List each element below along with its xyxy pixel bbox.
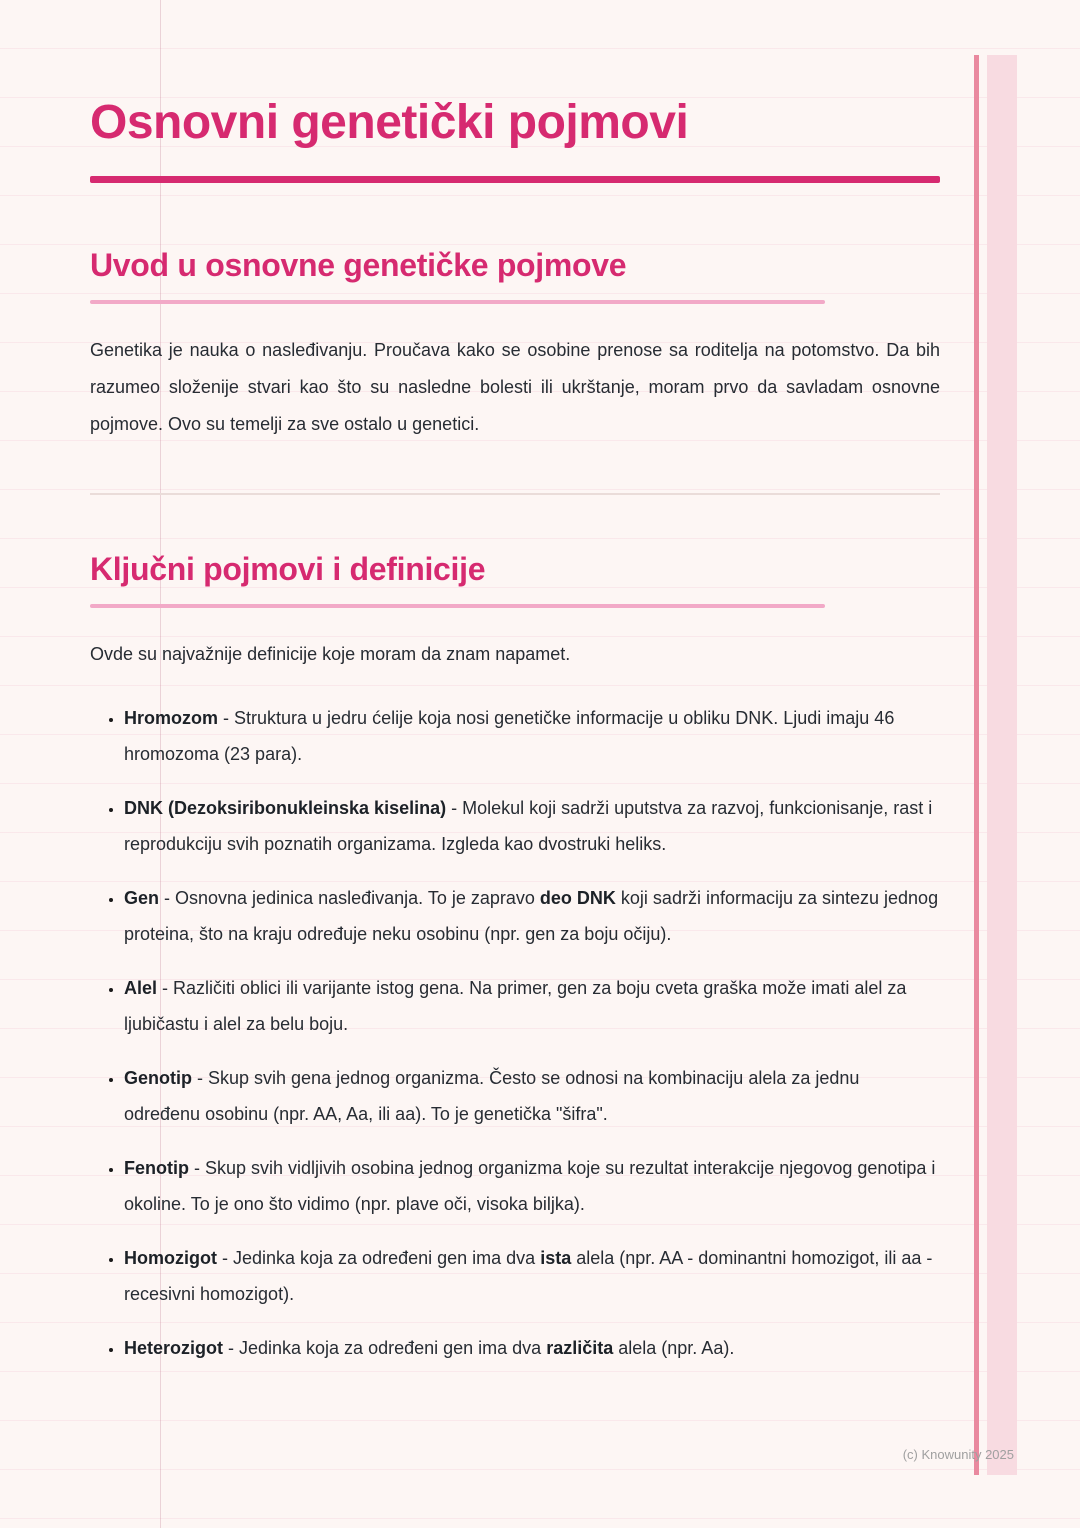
list-item <box>124 970 940 1042</box>
term-definition: - Osnovna jedinica nasleđivanja. To je zapravo <box>159 888 540 908</box>
term-name: Gen <box>124 888 160 908</box>
term-definition: - Skup svih gena jednog organizma. Često se odnosi na kombinaciju alela za jednu određenu osobinu (npr. AA, Aa, ili aa). To je genetička "šifra". <box>124 1068 860 1124</box>
list-item <box>124 1330 940 1366</box>
term-name: Heterozigot <box>124 1338 223 1358</box>
list-item <box>124 1150 940 1222</box>
section-intro <box>90 247 940 443</box>
term-name: Alel <box>124 978 158 998</box>
footer-credit: (c) Knowunity 2025 <box>902 1447 1014 1462</box>
intro-paragraph: Genetika je nauka o nasleđivanju. Proučava kako se osobine prenose sa roditelja na potomstvo. Da bih razumeo složenije stvari kao što su nasledne bolesti ili ukrštanje, moram prvo da savladam osnovne pojmove. Ovo su temelji za sve ostalo u genetici. <box>90 340 940 434</box>
term-definition: alela (npr. Aa). <box>613 1338 735 1358</box>
term-name: DNK (Dezoksiribonukleinska kiselina) <box>124 798 447 818</box>
section-divider <box>90 493 940 495</box>
list-item <box>124 880 940 952</box>
list-item <box>124 700 940 772</box>
term-name: Fenotip <box>124 1158 189 1178</box>
list-item <box>124 1240 940 1312</box>
term-definition: - Molekul koji sadrži uputstva za razvoj, funkcionisanje, rast i reprodukciju svih poznatih organizama. Izgleda kao dvostruki heliks. <box>124 798 933 854</box>
term-definition: - Skup svih vidljivih osobina jednog organizma koje su rezultat interakcije njegovog genotipa i okoline. To je ono što vidimo (npr. plave oči, visoka biljka). <box>124 1158 936 1214</box>
section-heading-definitions: Ključni pojmovi i definicije <box>90 551 486 587</box>
section-underline <box>90 604 825 608</box>
page-title: Osnovni genetički pojmovi <box>90 96 689 149</box>
term-name: deo DNK <box>539 888 616 908</box>
term-definition: koji sadrži informaciju za sintezu jednog proteina, što na kraju određuje neku osobinu (npr. gen za boju očiju). <box>124 888 939 944</box>
list-item <box>124 1060 940 1132</box>
definitions-intro: Ovde su najvažnije definicije koje moram da znam napamet. <box>90 644 571 664</box>
term-name: ista <box>540 1248 572 1268</box>
list-item <box>124 790 940 862</box>
term-name: Genotip <box>124 1068 192 1088</box>
term-definition: - Jedinka koja za određeni gen ima dva <box>223 1338 547 1358</box>
definitions-list <box>90 700 940 1366</box>
term-name: Homozigot <box>124 1248 217 1268</box>
term-name: različita <box>546 1338 614 1358</box>
section-definitions <box>90 551 940 1366</box>
term-name: Hromozom <box>124 708 218 728</box>
term-definition: - Različiti oblici ili varijante istog gena. Na primer, gen za boju cveta graška može imati alel za ljubičastu i alel za belu boju. <box>124 978 907 1034</box>
title-rule <box>90 176 940 183</box>
section-heading-intro: Uvod u osnovne genetičke pojmove <box>90 247 627 283</box>
section-underline <box>90 300 825 304</box>
term-definition: - Jedinka koja za određeni gen ima dva <box>216 1248 541 1268</box>
term-definition: alela (npr. AA - dominantni homozigot, ili aa - recesivni homozigot). <box>124 1248 933 1304</box>
term-definition: - Struktura u jedru ćelije koja nosi genetičke informacije u obliku DNK. Ljudi imaju 46 hromozoma (23 para). <box>124 708 895 764</box>
